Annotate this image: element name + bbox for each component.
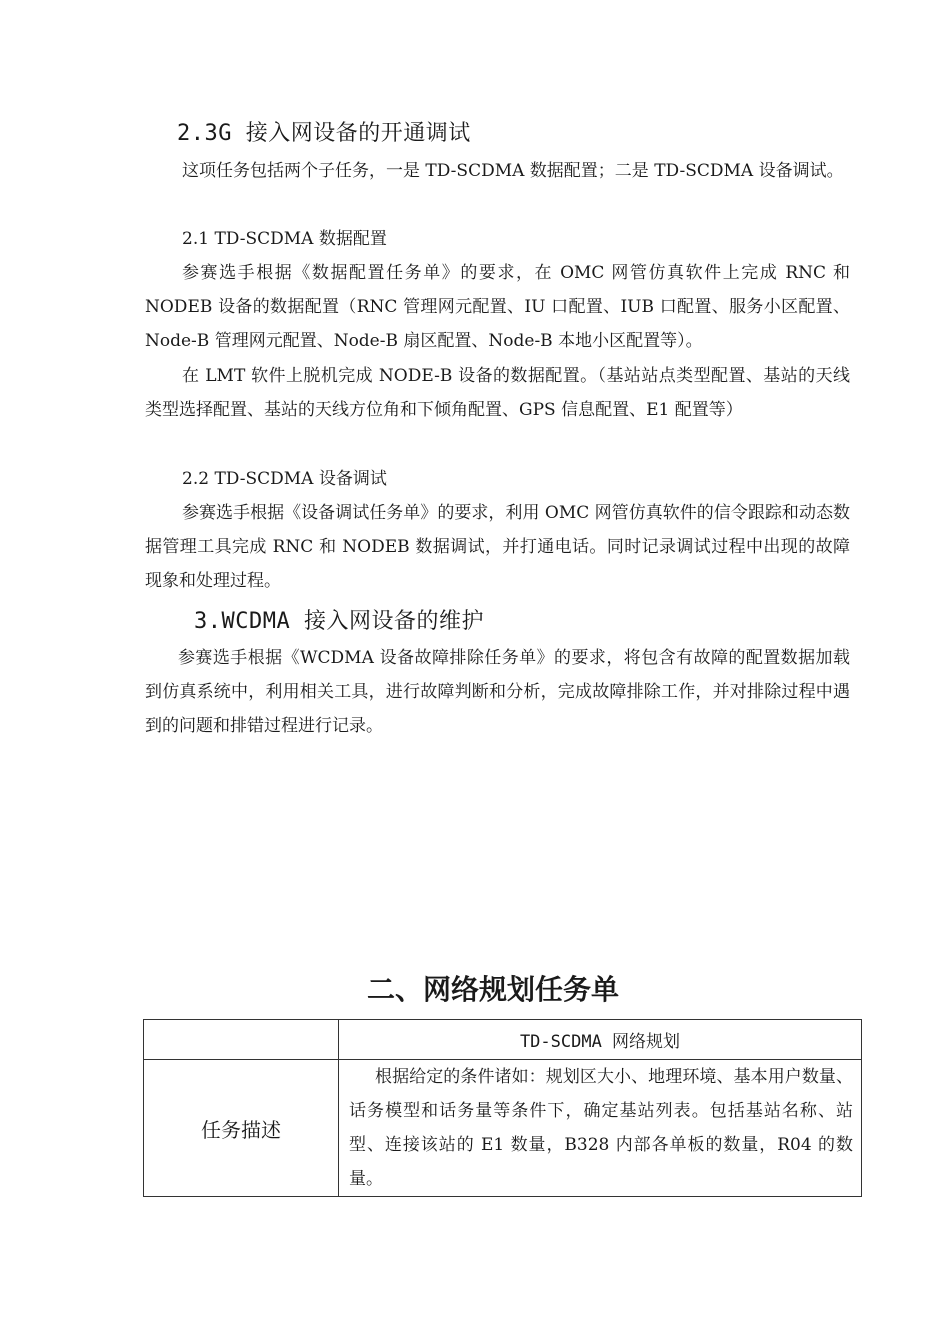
task-description-text: 根据给定的条件诸如：规划区大小、地理环境、基本用户数量、话务模型和话务量等条件下，确定基站列表。包括基站名称、站型、连接该站的 E1 数量，B328 内部各单板的数量，R04 的数量。 <box>339 1060 862 1197</box>
subsection-2-1-paragraph-1: 参赛选手根据《数据配置任务单》的要求，在 OMC 网管仿真软件上完成 RNC 和 NODEB 设备的数据配置（RNC 管理网元配置、IU 口配置、IUB 口配置、服务小区配置、Node-B 管理网元配置、Node-B 扇区配置、Node-B 本地小区配置等）。 <box>145 263 850 351</box>
table-header-row <box>144 1020 862 1060</box>
section-heading-3-wcdma: 3.WCDMA 接入网设备的维护 <box>194 609 484 634</box>
table-header-left-cell <box>144 1020 339 1060</box>
subsection-2-2-title: 2.2 TD-SCDMA 设备调试 <box>182 469 387 489</box>
table-header-right-cell: TD-SCDMA 网络规划 <box>339 1020 862 1060</box>
task-description-label: 任务描述 <box>144 1060 339 1197</box>
network-planning-task-table <box>143 1019 862 1197</box>
subsection-2-1-title: 2.1 TD-SCDMA 数据配置 <box>182 229 387 249</box>
table-row <box>144 1060 862 1197</box>
section-heading-2-3g: 2.3G 接入网设备的开通调试 <box>177 121 471 146</box>
section-3-paragraph: 参赛选手根据《WCDMA 设备故障排除任务单》的要求，将包含有故障的配置数据加载到仿真系统中，利用相关工具，进行故障判断和分析，完成故障排除工作，并对排除过程中遇到的问题和排错过程进行记录。 <box>145 648 850 736</box>
section-2-intro: 这项任务包括两个子任务，一是 TD-SCDMA 数据配置；二是 TD-SCDMA 设备调试。 <box>182 161 844 181</box>
subsection-2-1-paragraph-2: 在 LMT 软件上脱机完成 NODE-B 设备的数据配置。（基站站点类型配置、基站的天线类型选择配置、基站的天线方位角和下倾角配置、GPS 信息配置、E1 配置等） <box>145 366 850 420</box>
part-two-title: 二、网络规划任务单 <box>367 973 620 1006</box>
subsection-2-2-paragraph: 参赛选手根据《设备调试任务单》的要求，利用 OMC 网管仿真软件的信令跟踪和动态数据管理工具完成 RNC 和 NODEB 数据调试，并打通电话。同时记录调试过程中出现的故障现象和处理过程。 <box>145 503 850 591</box>
